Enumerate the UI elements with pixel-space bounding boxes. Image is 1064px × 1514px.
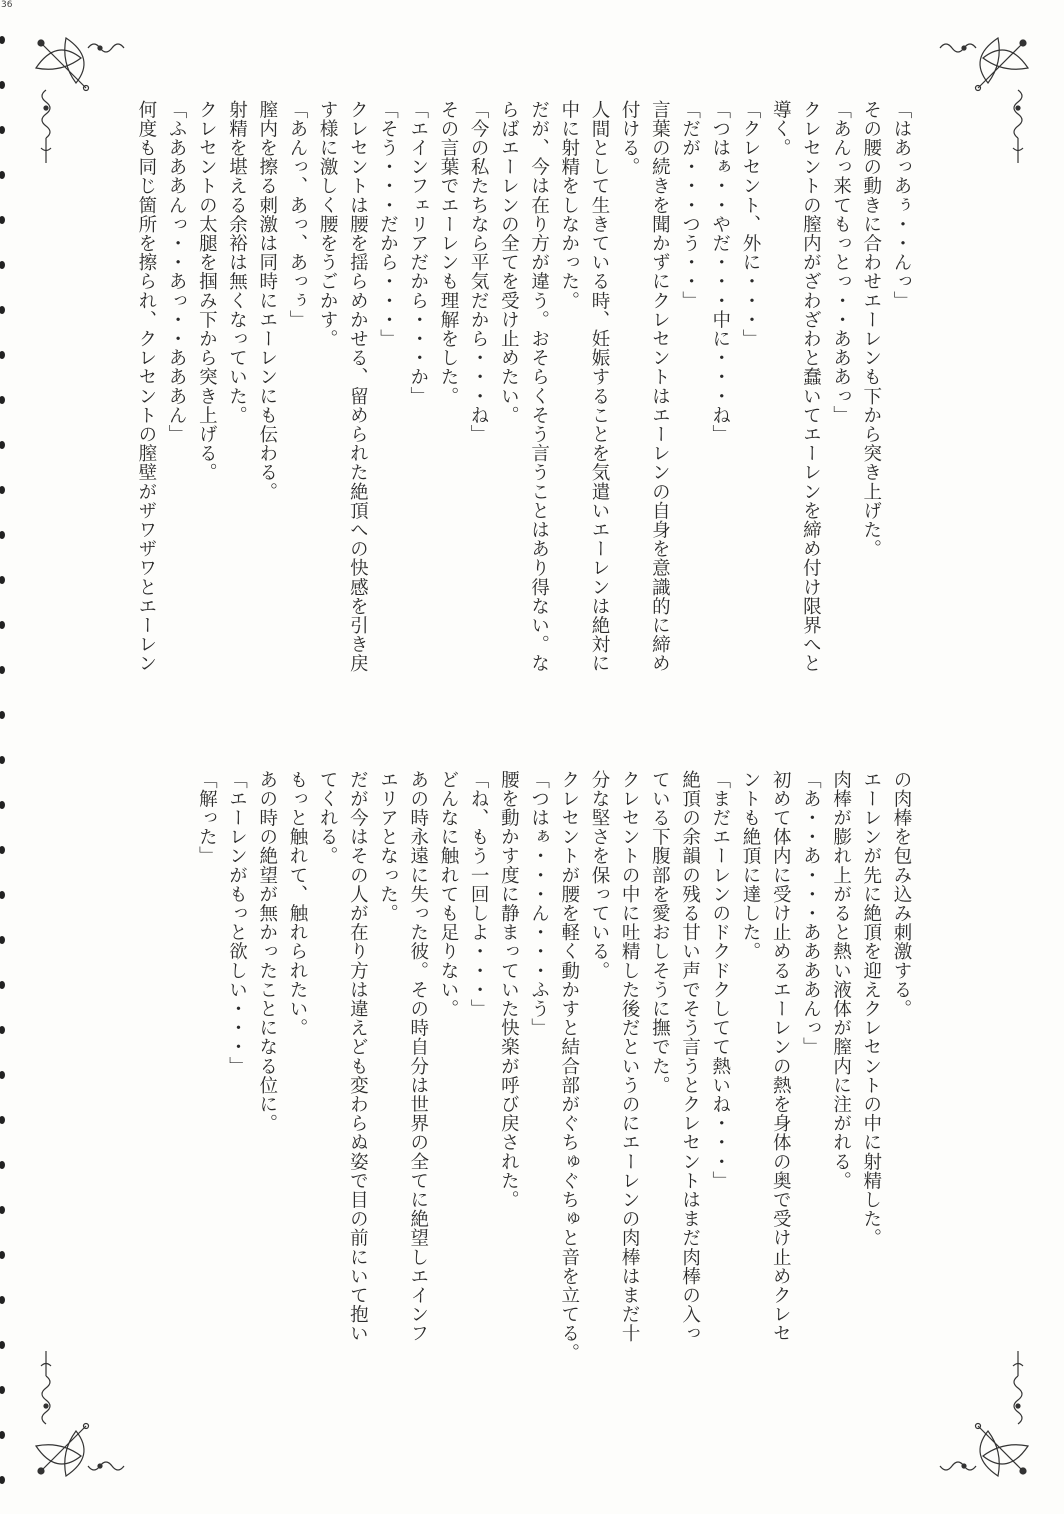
binding-hole: [0, 486, 5, 494]
binding-holes: [0, 0, 13, 1514]
text-column: クレセントの太腿を掴み下から突き上げる。: [196, 100, 218, 482]
lower-text-block: [196, 770, 916, 1430]
text-column: 分な堅さを保っている。: [588, 770, 610, 981]
binding-hole: [0, 1476, 5, 1484]
binding-hole: [0, 81, 5, 89]
text-column: てくれる。: [317, 770, 339, 866]
text-column: エリアとなった。: [377, 770, 399, 923]
text-column: 「あんっ、あっ、あっぅ」: [286, 100, 308, 330]
binding-hole: [0, 216, 5, 224]
text-column: クレセントの中に吐精した後だというのにエーレンの肉棒はまだ十: [619, 770, 641, 1343]
text-column: ている下腹部を愛おしそうに撫でた。: [649, 770, 671, 1095]
text-column: 初めて体内に受け止めるエーレンの熱を身体の奥で受け止めクレセ: [770, 770, 792, 1343]
binding-hole: [0, 891, 5, 899]
text-column: 腰を動かす度に静まっていた快楽が呼び戻された。: [498, 770, 520, 1210]
text-column: 絶頂の余韻の残る甘い声でそう言うとクレセントはまだ肉棒の入っ: [679, 770, 701, 1343]
binding-hole: [0, 801, 5, 809]
text-column: 膣内を擦る刺激は同時にエーレンにも伝わる。: [256, 100, 278, 502]
text-column: あの時の絶望が無かったことになる位に。: [256, 770, 278, 1133]
text-column: どんなに触れても足りない。: [437, 770, 459, 1019]
text-column: クレセントの膣内がざわざわと蠢いてエーレンを締め付け限界へと: [800, 100, 822, 673]
text-column: もっと触れて、触れられたい。: [286, 770, 308, 1038]
text-column: 導く。: [770, 100, 792, 158]
text-column: 「ふあああんっ・・あっ・・あああん」: [166, 100, 188, 444]
binding-hole: [0, 441, 5, 449]
binding-hole: [0, 126, 5, 134]
corner-ornament-top-right: [918, 28, 1038, 168]
binding-hole: [0, 1071, 5, 1079]
text-column: 付ける。: [619, 100, 641, 177]
text-column: らばエーレンの全てを受け止めたい。: [498, 100, 520, 425]
corner-ornament-bottom-left: [26, 1346, 146, 1486]
text-column: 「あんっ来てもっとっ・・あああっ」: [830, 100, 852, 425]
binding-hole: [0, 1251, 5, 1259]
binding-hole: [0, 846, 5, 854]
page-number: 36: [1, 0, 13, 10]
text-column: 「まだエーレンのドクドクしてて熱いね・・・」: [709, 770, 731, 1191]
text-column: 「つはぁ・・・ん・・・ふう」: [528, 770, 550, 1038]
text-column: クレセントは腰を揺らめかせる、留められた絶頂への快感を引き戻: [347, 100, 369, 673]
binding-hole: [0, 396, 5, 404]
binding-hole: [0, 621, 5, 629]
text-column: の肉棒を包み込み刺激する。: [891, 770, 912, 1019]
upper-text-block: [135, 100, 916, 730]
binding-hole: [0, 1026, 5, 1034]
corner-ornament-bottom-right: [918, 1346, 1038, 1486]
text-column: す様に激しく腰をうごかす。: [317, 100, 339, 349]
text-column: その腰の動きに合わせエーレンも下から突き上げた。: [860, 100, 882, 559]
text-column: 「そう・・・だから・・・」: [377, 100, 399, 349]
text-column: だが今はその人が在り方は違えども変わらぬ姿で目の前にいて抱い: [347, 770, 369, 1343]
binding-hole: [0, 261, 5, 269]
text-column: 「今の私たちなら平気だから・・・ね」: [468, 100, 490, 444]
binding-hole: [0, 756, 5, 764]
text-column: だが、今は在り方が違う。おそらくそう言うことはあり得ない。な: [528, 100, 550, 673]
text-column: 「ね、もう一回しよ・・・」: [468, 770, 490, 1019]
text-column: 肉棒が膨れ上がると熱い液体が膣内に注がれる。: [830, 770, 852, 1191]
text-column: 何度も同じ箇所を擦られ、クレセントの膣壁がザワザワとエーレン: [135, 100, 157, 673]
binding-hole: [0, 36, 5, 44]
binding-hole: [0, 666, 5, 674]
binding-hole: [0, 1341, 5, 1349]
binding-hole: [0, 1431, 5, 1439]
text-column: 「あ・・あ・・・ああああんっ」: [800, 770, 822, 1057]
binding-hole: [0, 936, 5, 944]
text-column: 「エーレンがもっと欲しい・・・」: [226, 770, 248, 1076]
text-column: 「つはぁ・・やだ・・・中に・・・ね」: [709, 100, 731, 444]
binding-hole: [0, 711, 5, 719]
binding-hole: [0, 171, 5, 179]
text-column: 人間として生きている時、妊娠することを気遣いエーレンは絶対に: [588, 100, 610, 673]
binding-hole: [0, 306, 5, 314]
text-column: その言葉でエーレンも理解をした。: [437, 100, 459, 406]
text-column: 「だが・・・つう・・」: [679, 100, 701, 311]
text-column: エーレンが先に絶頂を迎えクレセントの中に射精した。: [860, 770, 882, 1248]
binding-hole: [0, 1116, 5, 1124]
binding-hole: [0, 351, 5, 359]
text-column: 中に射精をしなかった。: [558, 100, 580, 311]
text-column: ントも絶頂に達した。: [739, 770, 761, 961]
binding-hole: [0, 1386, 5, 1394]
binding-hole: [0, 1206, 5, 1214]
corner-ornament-top-left: [26, 28, 146, 168]
binding-hole: [0, 981, 5, 989]
text-column: クレセントが腰を軽く動かすと結合部がぐちゅぐちゅと音を立てる。: [558, 770, 580, 1363]
text-column: 言葉の続きを聞かずにクレセントはエーレンの自身を意識的に締め: [649, 100, 671, 673]
text-column: 射精を堪える余裕は無くなっていた。: [226, 100, 248, 425]
binding-hole: [0, 576, 5, 584]
text-column: 「解った」: [196, 770, 218, 866]
binding-hole: [0, 1161, 5, 1169]
text-column: 「はあっあぅ・・んっ」: [891, 100, 912, 311]
text-column: あの時永遠に失った彼。その時自分は世界の全てに絶望しエインフ: [407, 770, 429, 1343]
text-column: 「エインフェリアだから・・・か」: [407, 100, 429, 406]
text-column: 「クレセント、外に・・・」: [739, 100, 761, 349]
binding-hole: [0, 1296, 5, 1304]
binding-hole: [0, 531, 5, 539]
